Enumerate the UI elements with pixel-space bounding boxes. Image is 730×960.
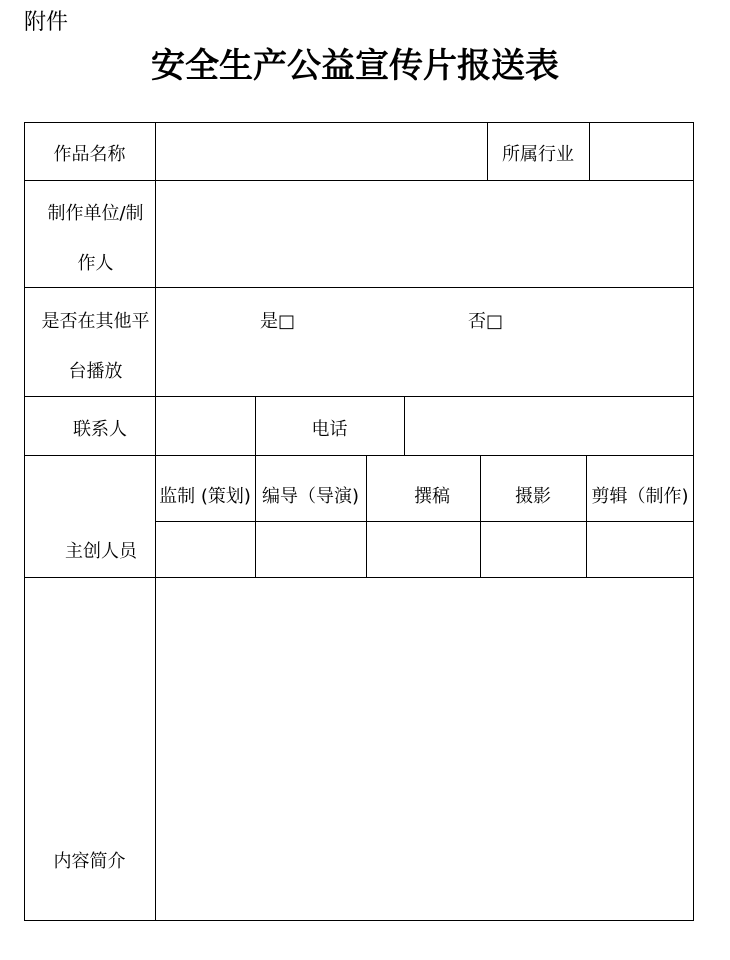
row-divider bbox=[24, 287, 694, 288]
creator-role-editing: 剪辑（制作) bbox=[591, 486, 689, 507]
creator-role-photography: 摄影 bbox=[515, 486, 551, 507]
editing-field[interactable] bbox=[587, 522, 693, 577]
writer-field[interactable] bbox=[367, 522, 480, 577]
photography-field[interactable] bbox=[481, 522, 586, 577]
industry-field[interactable] bbox=[590, 123, 693, 180]
phone-field[interactable] bbox=[405, 397, 693, 455]
row-divider bbox=[24, 455, 694, 456]
page-title: 安全生产公益宣传片报送表 bbox=[151, 46, 559, 86]
creator-role-writer: 撰稿 bbox=[414, 486, 450, 507]
industry-label: 所属行业 bbox=[502, 144, 574, 165]
other-platform-label-line1: 是否在其他平 bbox=[41, 311, 150, 332]
no-checkbox[interactable]: 否□ bbox=[468, 311, 504, 332]
contact-label: 联系人 bbox=[73, 419, 127, 440]
director-field[interactable] bbox=[256, 522, 366, 577]
summary-field[interactable] bbox=[156, 578, 693, 920]
other-platform-label-line2: 台播放 bbox=[68, 361, 123, 382]
creators-label: 主创人员 bbox=[65, 541, 137, 562]
producer-label-line1: 制作单位/制 bbox=[47, 203, 144, 224]
yes-checkbox[interactable]: 是□ bbox=[260, 311, 296, 332]
attachment-label: 附件 bbox=[24, 10, 69, 35]
producer-field[interactable] bbox=[156, 181, 693, 287]
summary-label: 内容简介 bbox=[53, 851, 126, 872]
work-name-label: 作品名称 bbox=[53, 144, 126, 165]
creator-role-director: 编导（导演) bbox=[261, 486, 360, 507]
phone-label: 电话 bbox=[311, 419, 348, 440]
producer-label-line2: 作人 bbox=[77, 253, 114, 274]
supervisor-field[interactable] bbox=[156, 522, 255, 577]
work-name-field[interactable] bbox=[156, 123, 487, 180]
creator-role-supervisor: 监制 (策划) bbox=[159, 486, 251, 507]
contact-field[interactable] bbox=[156, 397, 255, 455]
